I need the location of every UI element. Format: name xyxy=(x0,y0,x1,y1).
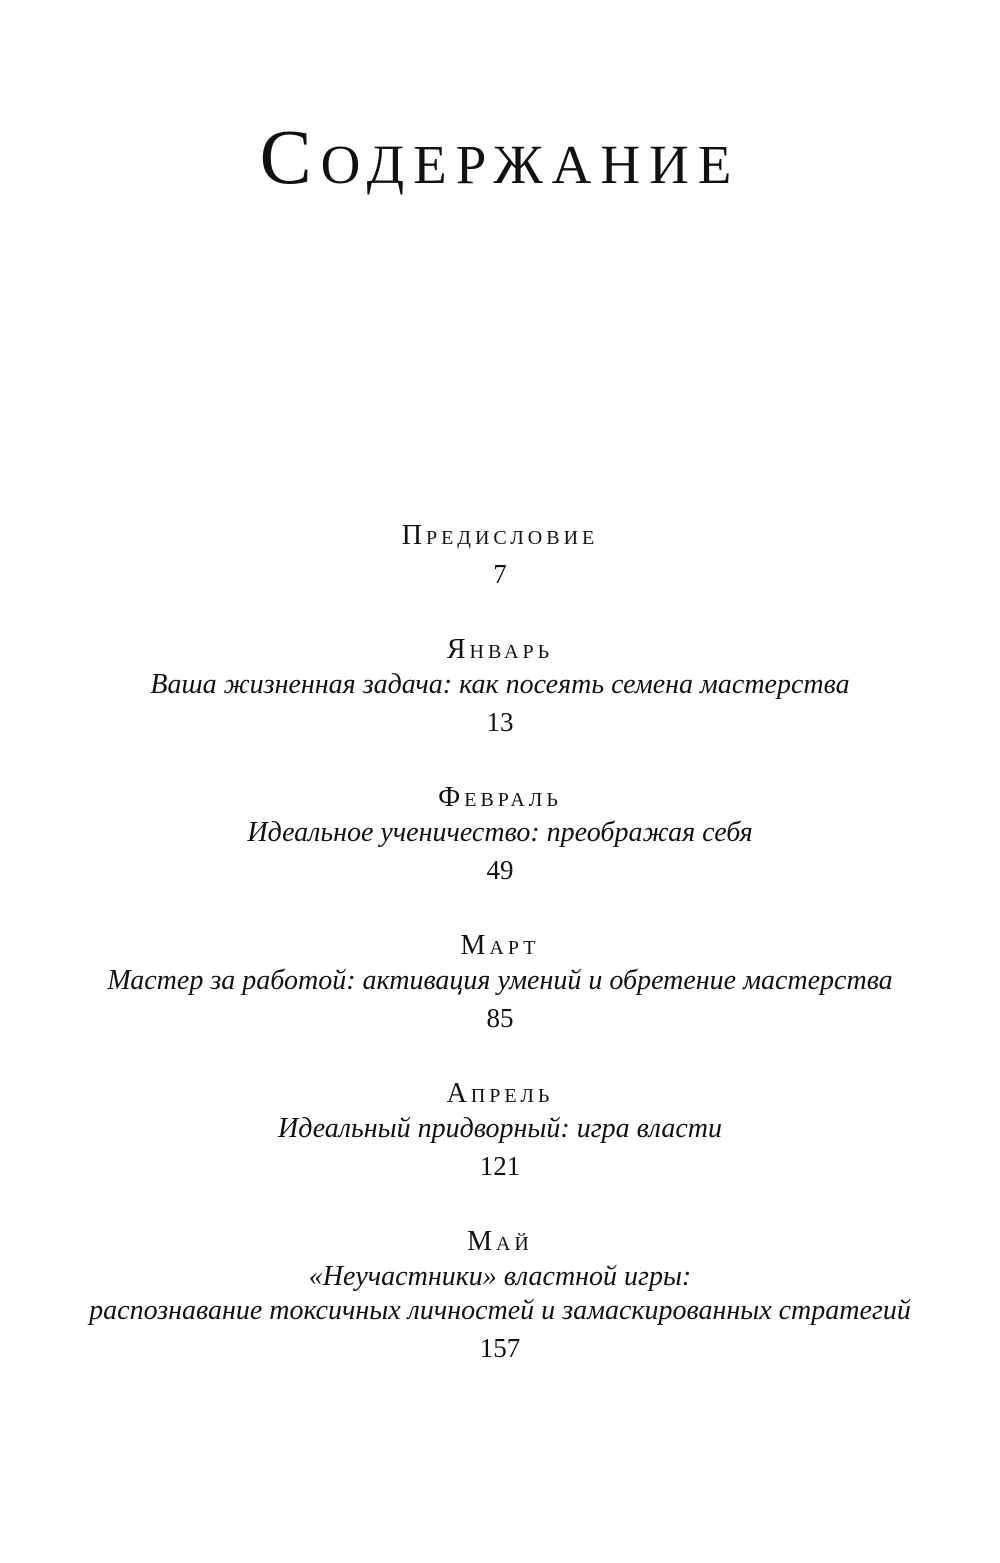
toc-entry-page-number: 157 xyxy=(479,1333,521,1363)
toc-entry-heading: Март xyxy=(460,930,540,961)
toc-entry-subtitle: Ваша жизненная задача: как посеять семена мастерства xyxy=(150,669,850,700)
toc-entry-march xyxy=(0,928,1000,1036)
toc-entry-page-number: 85 xyxy=(486,1003,514,1033)
toc-entry-february xyxy=(0,780,1000,888)
toc-entry-heading: Февраль xyxy=(438,782,562,813)
toc-entry-may xyxy=(0,1224,1000,1366)
toc-entry-page-number: 7 xyxy=(493,559,507,589)
toc-entry-heading: Май xyxy=(467,1226,533,1257)
page-title: Содержание xyxy=(259,113,741,200)
toc-entry-page-number: 121 xyxy=(479,1151,521,1181)
toc-entry-page-number: 13 xyxy=(486,707,514,737)
table-of-contents xyxy=(0,518,1000,1406)
toc-entry-subtitle: Идеальное ученичество: преображая себя xyxy=(247,817,753,848)
toc-entry-heading: Январь xyxy=(446,634,554,665)
toc-entry-subtitle: Идеальный придворный: игра власти xyxy=(278,1113,722,1144)
toc-entry-subtitle: Мастер за работой: активация умений и обретение мастерства xyxy=(107,965,893,996)
toc-entry-heading: Апрель xyxy=(446,1078,554,1109)
toc-entry-heading: Предисловие xyxy=(401,520,599,551)
toc-entry-subtitle: «Неучастники» властной игры: xyxy=(308,1261,692,1292)
toc-entry-april xyxy=(0,1076,1000,1184)
toc-entry-subtitle: распознавание токсичных личностей и замаскированных стратегий xyxy=(89,1295,911,1326)
toc-entry-january xyxy=(0,632,1000,740)
toc-entry-preface xyxy=(0,518,1000,592)
toc-entry-page-number: 49 xyxy=(486,855,514,885)
